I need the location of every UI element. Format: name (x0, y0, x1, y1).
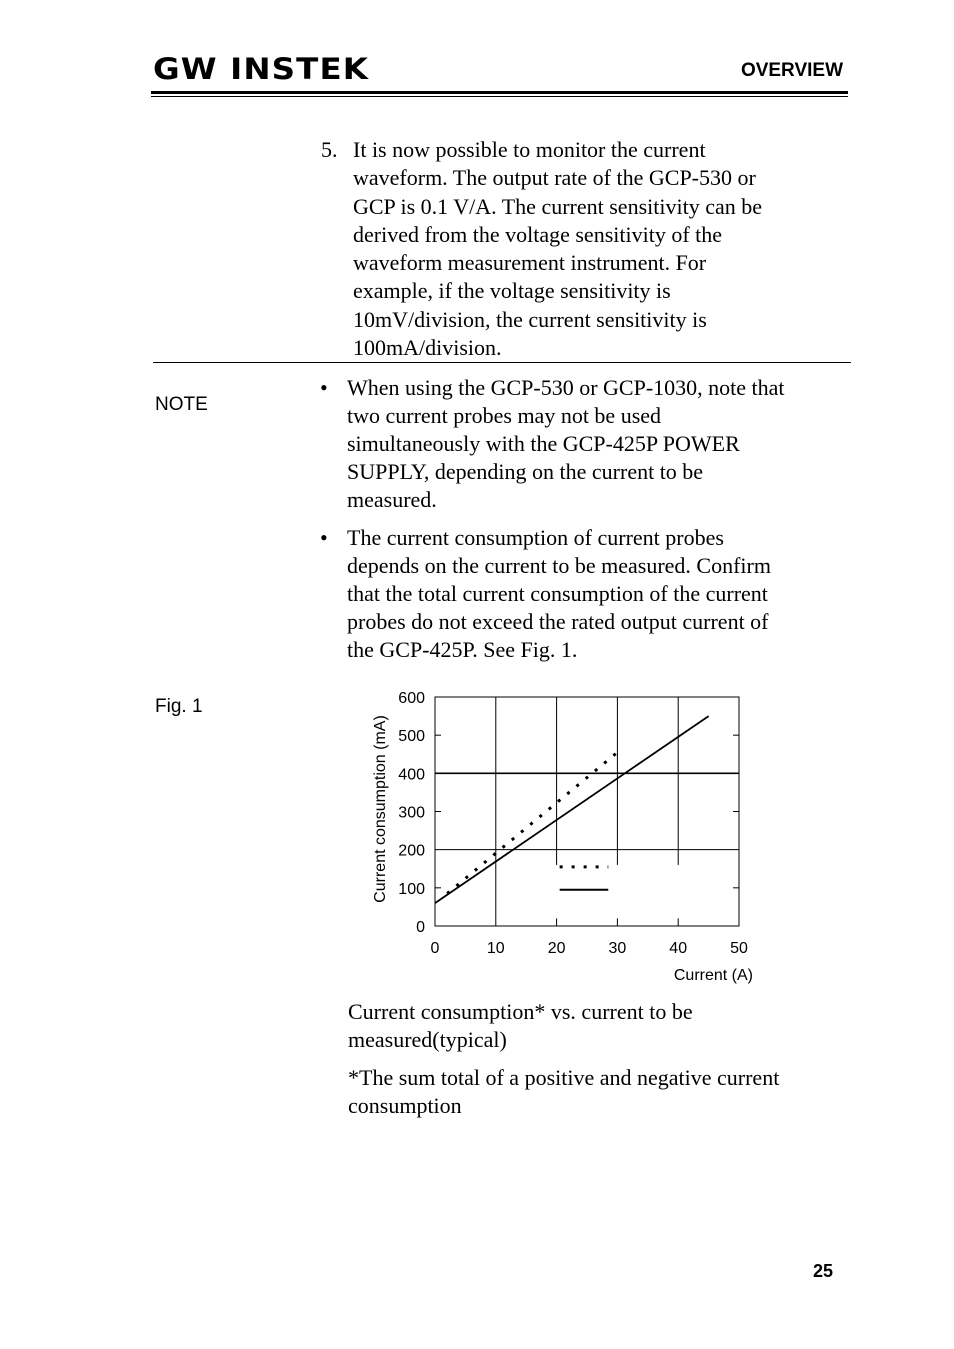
bullet-line: that the total current consumption of the current (347, 581, 768, 606)
bullet-line: depends on the current to be measured. Confirm (347, 553, 771, 578)
bullet-line: simultaneously with the GCP-425P POWER (347, 431, 740, 456)
section-divider (153, 362, 851, 363)
bullet-line: The current consumption of current probes (347, 525, 724, 550)
consumption-chart (360, 682, 770, 994)
step-line: derived from the voltage sensitivity of the (353, 221, 723, 247)
step-line: GCP is 0.1 V/A. The current sensitivity can be (353, 193, 762, 219)
step-text (353, 136, 823, 362)
footnote-line: *The sum total of a positive and negative current (348, 1065, 780, 1090)
x-tick-label: 30 (608, 940, 627, 957)
step-line: waveform. The output rate of the GCP-530 or (353, 165, 756, 191)
y-tick-label: 500 (398, 728, 425, 746)
bullet-marker: • (320, 525, 328, 550)
x-tick-label: 10 (486, 940, 505, 957)
y-tick-label: 400 (398, 766, 425, 784)
step-line: 100mA/division. (353, 335, 502, 361)
y-tick-label: 0 (416, 919, 425, 936)
bullet-line: measured. (347, 487, 437, 512)
bullet-line: SUPPLY, depending on the current to be (347, 459, 704, 484)
x-tick-label: 20 (547, 940, 566, 957)
step-line: example, if the voltage sensitivity is (353, 278, 671, 304)
chart-legend (551, 865, 709, 918)
bullet-line: two current probes may not be used (347, 403, 662, 428)
y-tick-label: 200 (398, 842, 425, 860)
header-rule (151, 91, 848, 94)
y-tick-label: 100 (398, 880, 425, 898)
x-tick-label: 40 (669, 940, 688, 957)
figure-caption (348, 998, 848, 1054)
y-axis-label: Current consumption (mA) (372, 715, 389, 903)
y-tick-label: 300 (398, 804, 425, 822)
bullet-text (347, 374, 847, 514)
bullet-line: the GCP-425P. See Fig. 1. (347, 637, 578, 662)
step-line: waveform measurement instrument. For (353, 250, 707, 276)
caption-line: Current consumption* vs. current to be (348, 999, 693, 1024)
brand-logo: GW INSTEK (153, 52, 370, 86)
figure-footnote (348, 1064, 848, 1120)
figure-label: Fig. 1 (155, 696, 203, 717)
section-title: OVERVIEW (740, 60, 843, 81)
header-rule-thin (151, 96, 848, 97)
x-tick-label: 0 (430, 940, 440, 957)
step-line: 10mV/division, the current sensitivity is (353, 306, 707, 332)
legend-box (551, 865, 709, 918)
x-tick-label: 50 (730, 940, 748, 957)
step-number: 5. (321, 137, 338, 162)
bullet-line: probes do not exceed the rated output current of (347, 609, 769, 634)
x-axis-label: Current (A) (673, 967, 753, 984)
page-number: 25 (812, 1261, 833, 1281)
step-line: It is now possible to monitor the current (353, 137, 706, 162)
note-label: NOTE (155, 394, 208, 415)
bullet-marker: • (320, 375, 328, 400)
caption-line: measured(typical) (348, 1027, 507, 1052)
bullet-line: When using the GCP-530 or GCP-1030, note that (347, 375, 785, 400)
y-tick-label: 600 (398, 690, 425, 707)
bullet-text (347, 524, 847, 664)
footnote-line: consumption (348, 1093, 462, 1118)
